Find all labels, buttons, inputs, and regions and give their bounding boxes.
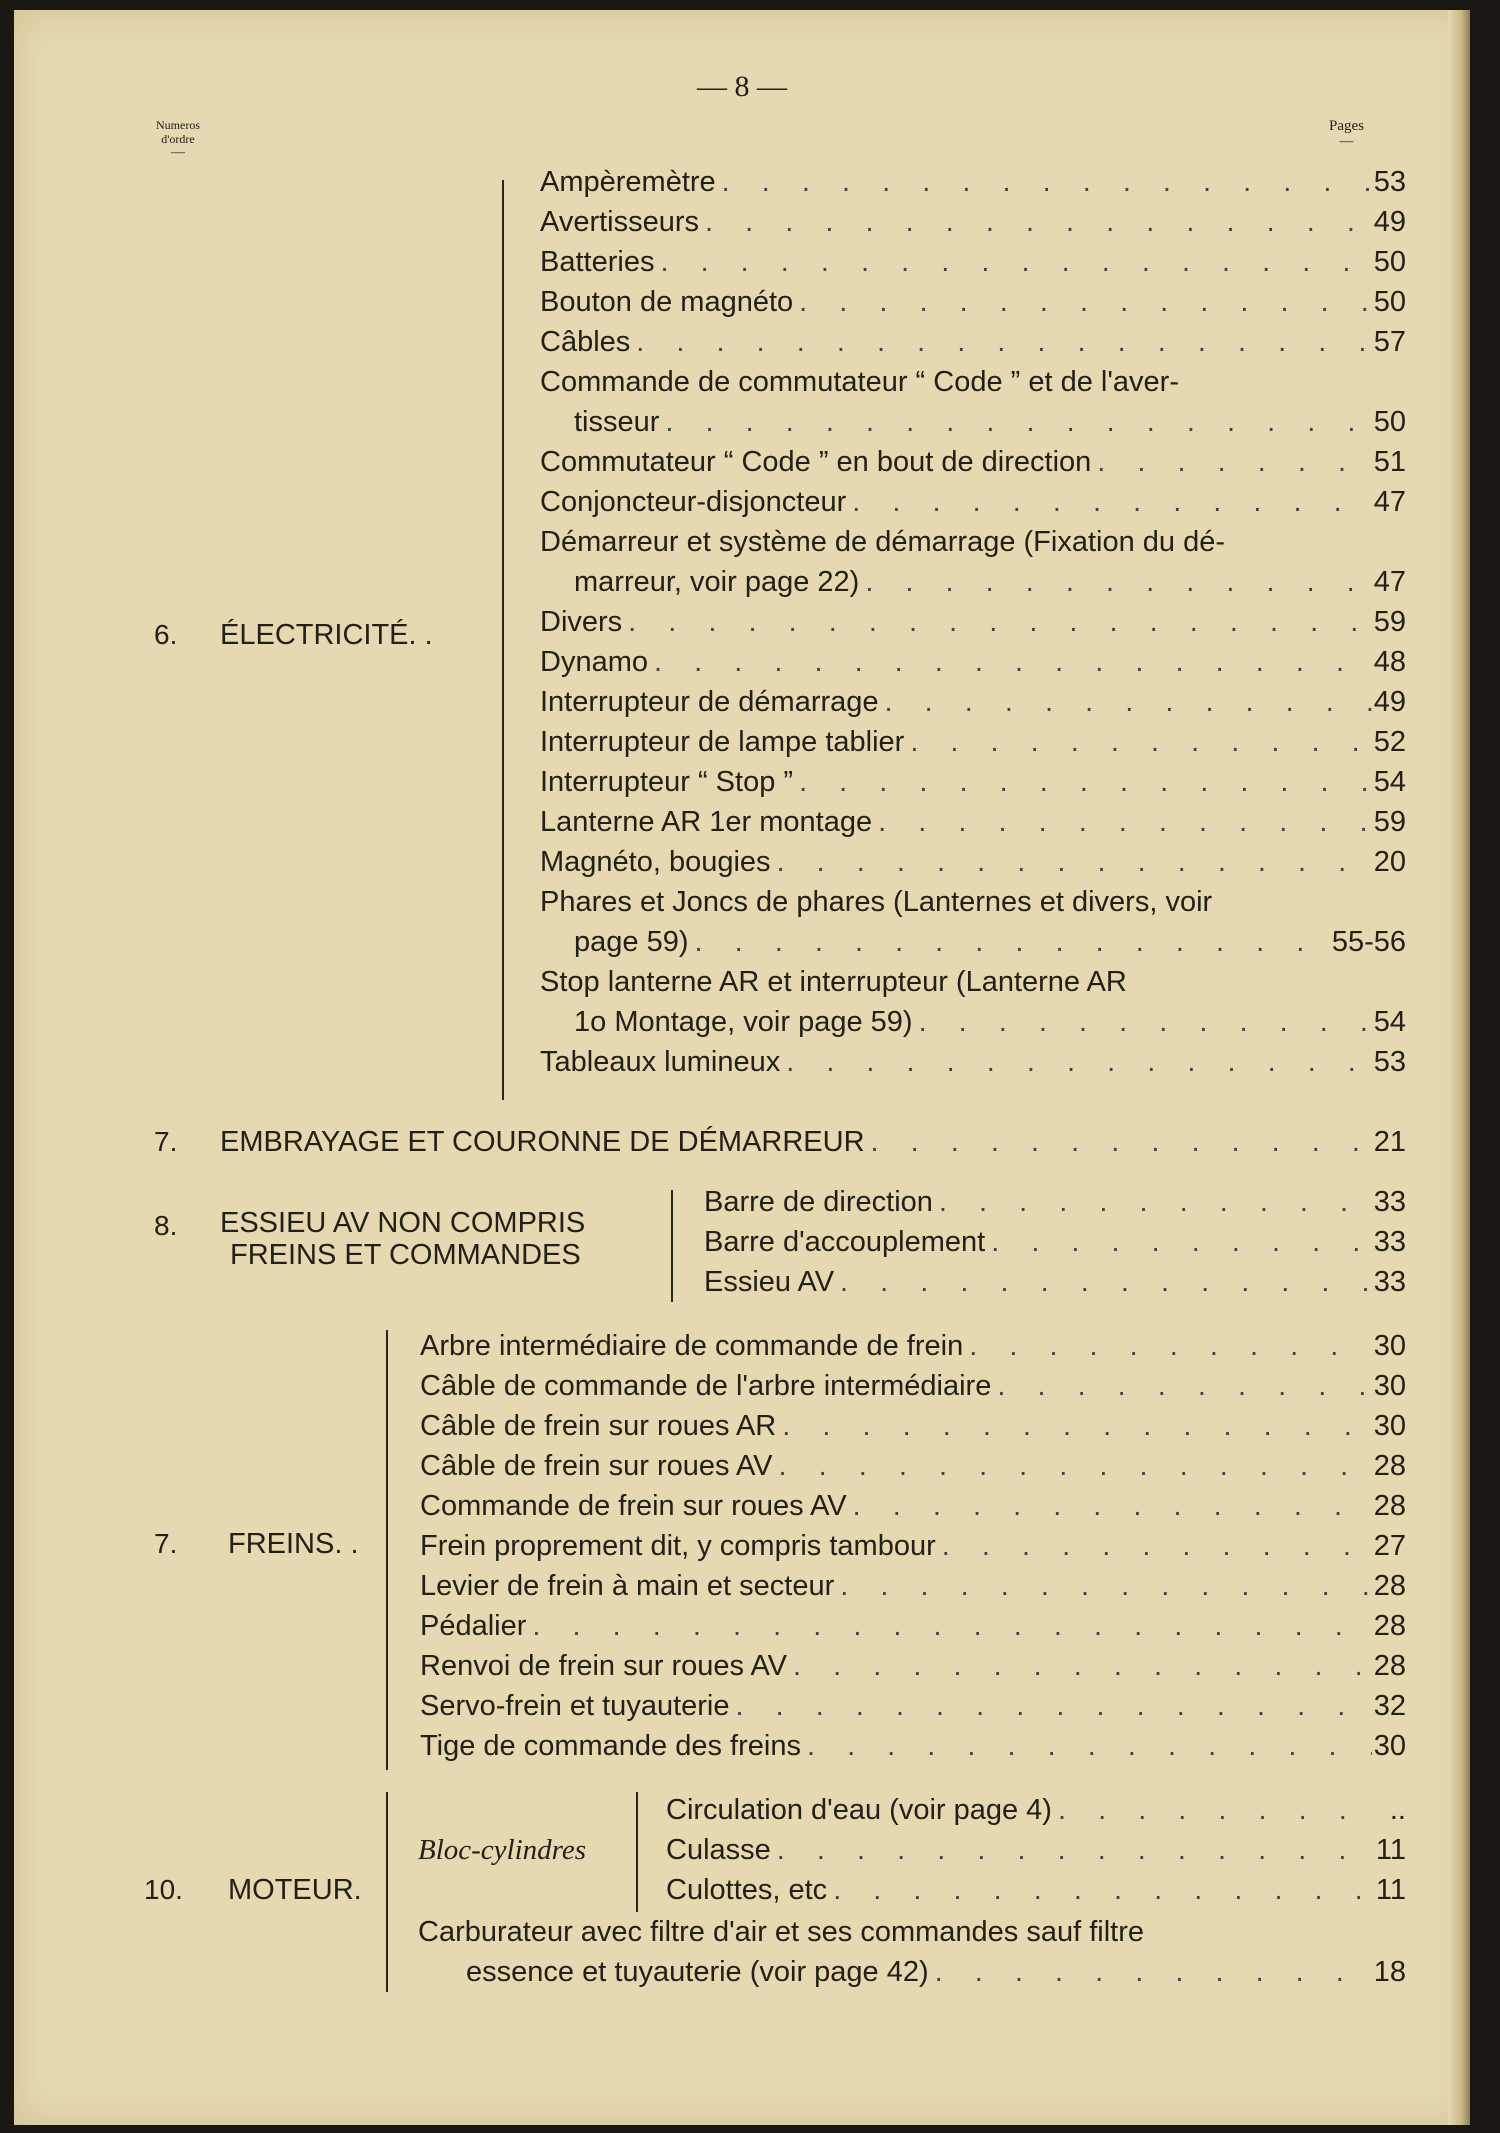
index-entry: [666, 1870, 1406, 1910]
index-entry: [540, 642, 1406, 682]
entry-page: 52: [1373, 726, 1406, 758]
entry-label: Culasse: [666, 1834, 771, 1866]
entry-page: 50: [1373, 246, 1406, 278]
leader-dots: [689, 922, 1332, 962]
entry-label: essence et tuyauterie (voir page 42): [466, 1956, 929, 1988]
entry-page: 30: [1373, 1330, 1406, 1362]
entry-label: Barre de direction: [704, 1186, 933, 1218]
index-entry: [540, 762, 1406, 802]
leader-dots: [991, 1366, 1372, 1406]
leader-dots: [526, 1606, 1372, 1646]
entry-page: 54: [1373, 1006, 1406, 1038]
document-page: [14, 10, 1470, 2125]
section-title: MOTEUR.: [228, 1874, 362, 1906]
index-entry: [420, 1606, 1406, 1646]
leader-dots: [699, 202, 1372, 242]
leader-dots: [622, 602, 1372, 642]
index-entry: [540, 682, 1406, 722]
header-right-label: Pages: [1329, 118, 1364, 134]
entry-label: Culottes, etc: [666, 1874, 828, 1906]
leader-dots: [846, 482, 1372, 522]
entry-page: 21: [1373, 1126, 1406, 1158]
entry-page: 48: [1373, 646, 1406, 678]
entry-page: 59: [1373, 806, 1406, 838]
section-title-line1: ESSIEU AV NON COMPRIS: [220, 1207, 586, 1239]
index-entry: [420, 1406, 1406, 1446]
leader-dots: [865, 1122, 1372, 1162]
entry-label: Conjoncteur-disjoncteur: [540, 486, 847, 518]
leader-dots: [1091, 442, 1372, 482]
leader-dots: [1052, 1790, 1372, 1830]
entry-page: 30: [1373, 1370, 1406, 1402]
entry-label: marreur, voir page 22): [574, 566, 860, 598]
entry-page: 53: [1373, 1046, 1406, 1078]
entry-label: Circulation d'eau (voir page 4): [666, 1794, 1052, 1826]
entry-page: 50: [1373, 286, 1406, 318]
entry-page: 33: [1373, 1266, 1406, 1298]
index-entry: [420, 1446, 1406, 1486]
entry-label: Interrupteur “ Stop ”: [540, 766, 794, 798]
entry-label: EMBRAYAGE ET COURONNE DE DÉMARREUR: [220, 1126, 865, 1158]
entry-page: 30: [1373, 1410, 1406, 1442]
entry-label: Câble de frein sur roues AV: [420, 1450, 773, 1482]
entry-label: Commande de frein sur roues AV: [420, 1490, 847, 1522]
leader-dots: [936, 1526, 1372, 1566]
page-binding-edge: [1448, 10, 1470, 2125]
leader-dots: [648, 642, 1372, 682]
leader-dots: [985, 1222, 1372, 1262]
leader-dots: [793, 282, 1372, 322]
entry-label: Interrupteur de lampe tablier: [540, 726, 905, 758]
entry-label: Barre d'accouplement: [704, 1226, 986, 1258]
index-entry: [666, 1830, 1406, 1870]
index-entry: [420, 1646, 1406, 1686]
index-entry: [704, 1182, 1406, 1222]
leader-dots: [793, 762, 1372, 802]
leader-dots: [716, 162, 1372, 202]
leader-dots: [929, 1952, 1372, 1992]
entry-page: 11: [1375, 1874, 1406, 1906]
leader-dots: [872, 802, 1372, 842]
index-entry: [540, 482, 1406, 522]
leader-dots: [630, 322, 1372, 362]
index-entry: [420, 1366, 1406, 1406]
leader-dots: [787, 1646, 1372, 1686]
index-entry: [540, 242, 1406, 282]
entry-label: Avertisseurs: [540, 206, 700, 238]
section-number: 7.: [154, 1126, 178, 1157]
index-entry: [420, 1566, 1406, 1606]
index-entry: [574, 1002, 1406, 1042]
entry-page: 54: [1373, 766, 1406, 798]
entry-first-line: Carburateur avec filtre d'air et ses commandes sauf filtre: [418, 1916, 1145, 1948]
entry-label: Levier de frein à main et secteur: [420, 1570, 835, 1602]
entry-label: Câble de frein sur roues AR: [420, 1410, 777, 1442]
subsection-brace: [636, 1792, 638, 1912]
index-entry: [420, 1526, 1406, 1566]
entry-label: Ampèremètre: [540, 166, 716, 198]
entry-page: 28: [1373, 1650, 1406, 1682]
index-entry: [220, 1122, 1406, 1162]
index-entry: [704, 1262, 1406, 1302]
leader-dots: [904, 722, 1372, 762]
entry-label: Câble de commande de l'arbre intermédiaire: [420, 1370, 992, 1402]
entry-page: 53: [1373, 166, 1406, 198]
entry-page: 28: [1373, 1490, 1406, 1522]
entry-first-line: Démarreur et système de démarrage (Fixation du dé-: [540, 526, 1226, 558]
entry-page: 55-56: [1331, 926, 1406, 958]
index-entry: [540, 802, 1406, 842]
leader-dots: [859, 562, 1372, 602]
entry-label: Batteries: [540, 246, 655, 278]
entry-page: 47: [1373, 486, 1406, 518]
entry-label: Arbre intermédiaire de commande de frein: [420, 1330, 964, 1362]
entry-label: Servo-frein et tuyauterie: [420, 1690, 730, 1722]
header-left-label: Numeros d'ordre: [156, 118, 200, 146]
section-title: FREINS. .: [228, 1528, 359, 1560]
index-entry: [666, 1790, 1406, 1830]
index-entry: [540, 202, 1406, 242]
leader-dots: [659, 402, 1372, 442]
leader-dots: [834, 1262, 1372, 1302]
entry-page: 59: [1373, 606, 1406, 638]
index-entry: [540, 162, 1406, 202]
entry-page: 18: [1373, 1956, 1406, 1988]
section-brace: [671, 1190, 673, 1302]
entry-page: 11: [1375, 1834, 1406, 1866]
entry-label: Interrupteur de démarrage: [540, 686, 879, 718]
leader-dots: [834, 1566, 1372, 1606]
leader-dots: [654, 242, 1372, 282]
entry-page: 20: [1373, 846, 1406, 878]
leader-dots: [847, 1486, 1372, 1526]
entry-page: 49: [1373, 686, 1406, 718]
leader-dots: [780, 1042, 1372, 1082]
header-numeros-dordre: [156, 118, 200, 160]
entry-label: 1o Montage, voir page 59): [574, 1006, 913, 1038]
index-entry: [574, 922, 1406, 962]
section-title-line2: FREINS ET COMMANDES: [230, 1239, 581, 1271]
index-entry: [420, 1686, 1406, 1726]
section-number: 7.: [154, 1528, 178, 1559]
section-title: ÉLECTRICITÉ. .: [220, 619, 433, 651]
index-entry: [540, 722, 1406, 762]
header-left-dash: —: [171, 145, 185, 160]
index-entry: [574, 402, 1406, 442]
entry-label: Tige de commande des freins: [420, 1730, 801, 1762]
entry-page: 57: [1373, 326, 1406, 358]
index-entry: [420, 1486, 1406, 1526]
leader-dots: [773, 1446, 1373, 1486]
index-entry: [420, 1326, 1406, 1366]
index-entry: [466, 1952, 1406, 1992]
leader-dots: [776, 1406, 1372, 1446]
index-entry: [540, 282, 1406, 322]
section-number: 6.: [154, 619, 178, 650]
entry-label: Pédalier: [420, 1610, 527, 1642]
entry-label: Commutateur “ Code ” en bout de direction: [540, 446, 1092, 478]
entry-label: Magnéto, bougies: [540, 846, 771, 878]
entry-page: 47: [1373, 566, 1406, 598]
entry-page: 28: [1373, 1610, 1406, 1642]
entry-label: Dynamo: [540, 646, 648, 678]
entry-page: 28: [1373, 1570, 1406, 1602]
entry-label: tisseur: [574, 406, 660, 438]
index-entry: [420, 1726, 1406, 1766]
leader-dots: [801, 1726, 1372, 1766]
leader-dots: [933, 1182, 1372, 1222]
leader-dots: [913, 1002, 1372, 1042]
entry-label: Frein proprement dit, y compris tambour: [420, 1530, 936, 1562]
entry-page: 32: [1373, 1690, 1406, 1722]
leader-dots: [771, 1830, 1372, 1870]
entry-label: Lanterne AR 1er montage: [540, 806, 873, 838]
index-entry: [574, 562, 1406, 602]
leader-dots: [771, 842, 1372, 882]
index-entry: [540, 442, 1406, 482]
section-brace: [386, 1792, 388, 1992]
entry-label: Divers: [540, 606, 623, 638]
section-number: 8.: [154, 1210, 178, 1241]
entry-label: Tableaux lumineux: [540, 1046, 781, 1078]
entry-page: 33: [1373, 1226, 1406, 1258]
index-entry: [540, 842, 1406, 882]
entry-page: 30: [1373, 1730, 1406, 1762]
index-entry: [540, 322, 1406, 362]
entry-page: 51: [1373, 446, 1406, 478]
page-number: — 8 —: [697, 70, 787, 103]
entry-page: ..: [1389, 1794, 1406, 1826]
header-right-dash: —: [1339, 134, 1354, 149]
entry-page: 28: [1373, 1450, 1406, 1482]
entry-page: 49: [1373, 206, 1406, 238]
index-entry: [540, 1042, 1406, 1082]
section-brace: [502, 180, 504, 1100]
entry-label: Bouton de magnéto: [540, 286, 794, 318]
entry-first-line: Phares et Joncs de phares (Lanternes et divers, voir: [540, 886, 1213, 918]
entry-first-line: Stop lanterne AR et interrupteur (Lanterne AR: [540, 966, 1127, 998]
entry-label: Câbles: [540, 326, 631, 358]
section-number: 10.: [144, 1874, 183, 1905]
leader-dots: [827, 1870, 1372, 1910]
entry-page: 50: [1373, 406, 1406, 438]
entry-page: 33: [1373, 1186, 1406, 1218]
entry-label: Renvoi de frein sur roues AV: [420, 1650, 787, 1682]
leader-dots: [729, 1686, 1372, 1726]
index-entry: [540, 602, 1406, 642]
entry-first-line: Commande de commutateur “ Code ” et de l'aver-: [540, 366, 1179, 398]
subsection-title: Bloc-cylindres: [418, 1834, 587, 1866]
entry-label: page 59): [574, 926, 689, 958]
leader-dots: [963, 1326, 1372, 1366]
leader-dots: [879, 682, 1372, 722]
index-entry: [704, 1222, 1406, 1262]
entry-label: Essieu AV: [704, 1266, 835, 1298]
header-pages: [1329, 118, 1364, 149]
section-brace: [386, 1330, 388, 1770]
entry-page: 27: [1373, 1530, 1406, 1562]
